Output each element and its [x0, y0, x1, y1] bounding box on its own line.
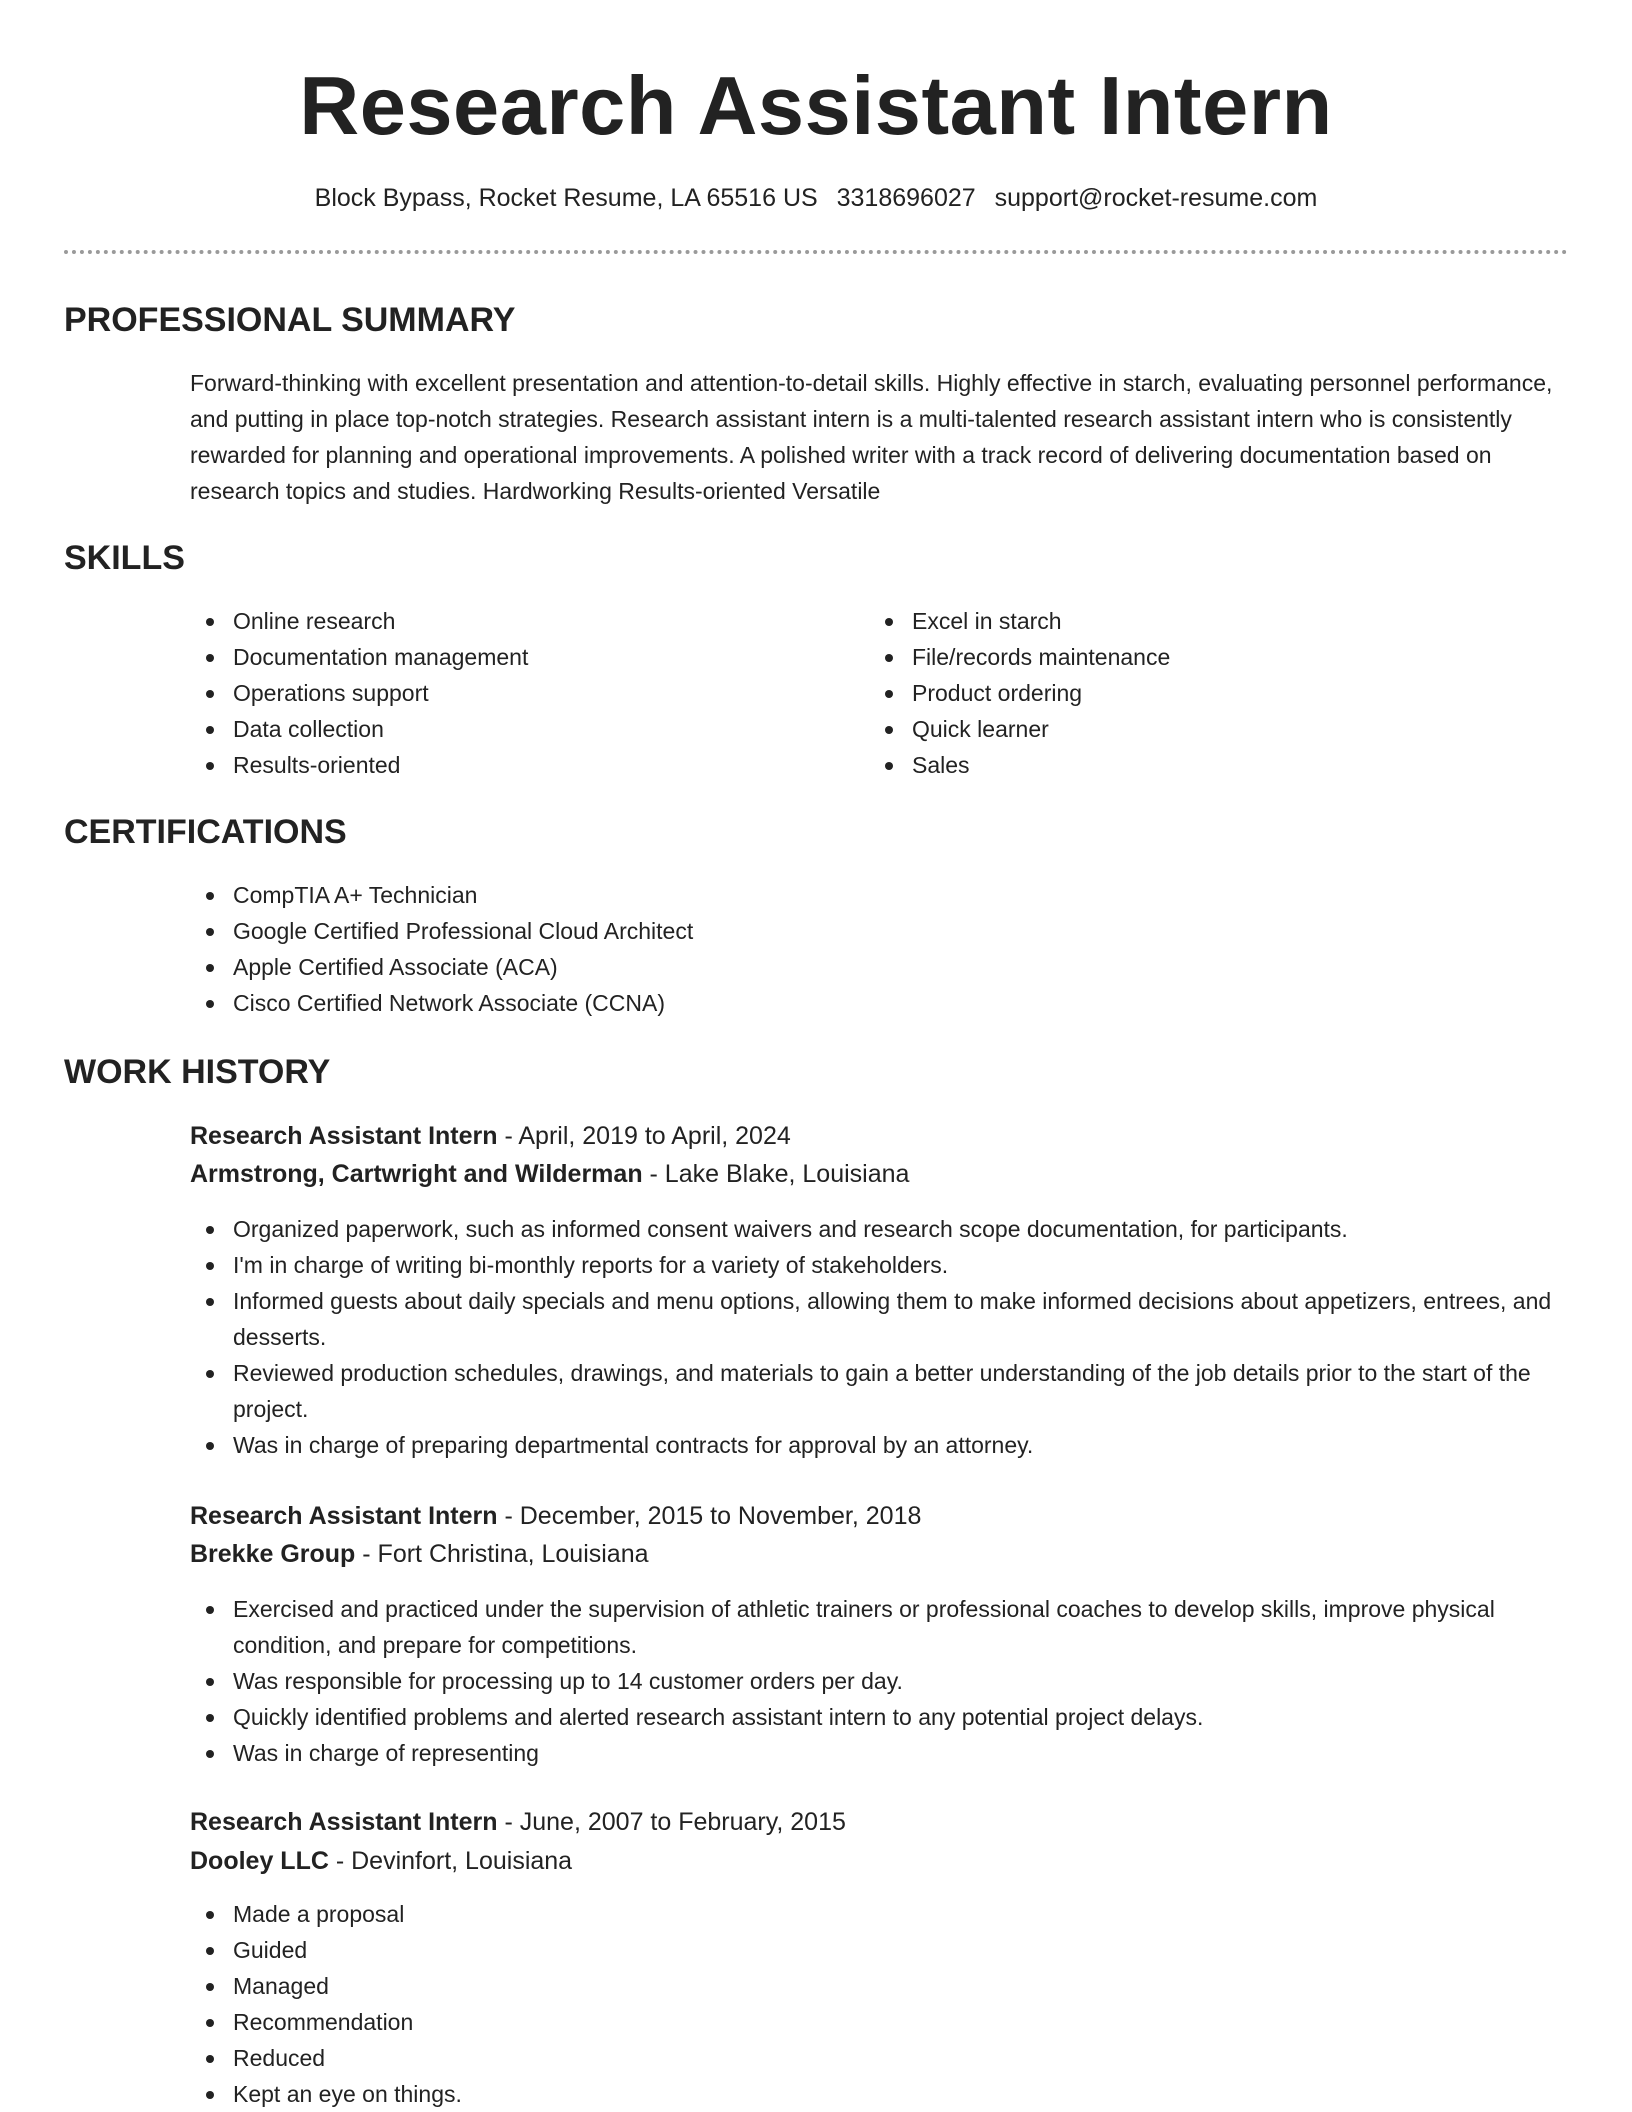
skill-item: Data collection [190, 711, 810, 747]
job-role: Research Assistant Intern [190, 1808, 498, 1836]
work-history-heading: WORK HISTORY [64, 1053, 331, 1091]
certifications-heading: CERTIFICATIONS [64, 813, 347, 851]
skill-item: Excel in starch [869, 603, 1489, 639]
job-role: Research Assistant Intern [190, 1502, 498, 1530]
summary-text: Forward-thinking with excellent presentation and attention-to-detail skills. Highly effective in starch, evaluating personnel performance, and putting in place top-notch strategies. Research assistant intern is a multi-talented research assistant intern who is consistently rewarded for planning and operational improvements. A polished writer with a track record of delivering documentation based on research topics and studies. Hardworking Results-oriented Versatile [190, 370, 1553, 504]
job-dates: - December, 2015 to November, 2018 [497, 1502, 922, 1530]
skills-heading: SKILLS [64, 539, 185, 577]
contact-email: support@rocket-resume.com [994, 184, 1318, 212]
job-duty: Made a proposal [190, 1896, 1570, 1932]
job-duty: Was responsible for processing up to 14 customer orders per day. [190, 1663, 1570, 1699]
contact-phone: 3318696027 [836, 184, 976, 212]
job-title-line [190, 1497, 1570, 1535]
skill-item: Operations support [190, 675, 810, 711]
contact-address: Block Bypass, Rocket Resume, LA 65516 US [314, 184, 818, 212]
contact-line [0, 182, 1632, 214]
skill-item: Results-oriented [190, 747, 810, 783]
job-title-line [190, 1117, 1570, 1155]
skill-item: Quick learner [869, 711, 1489, 747]
job-duty: Organized paperwork, such as informed consent waivers and research scope documentation, for participants. [190, 1211, 1570, 1247]
job-duty: I'm in charge of writing bi-monthly reports for a variety of stakeholders. [190, 1247, 1570, 1283]
certification-item: Cisco Certified Network Associate (CCNA) [190, 985, 1090, 1021]
job-company-line [190, 1535, 1570, 1573]
job-duty: Quickly identified problems and alerted research assistant intern to any potential project delays. [190, 1699, 1570, 1735]
job-duty: Reviewed production schedules, drawings, and materials to gain a better understanding of the job details prior to the start of the project. [190, 1355, 1570, 1427]
job-location: - Devinfort, Louisiana [328, 1847, 573, 1875]
job-duty: Exercised and practiced under the supervision of athletic trainers or professional coaches to develop skills, improve physical condition, and prepare for competitions. [190, 1591, 1570, 1663]
job-company-line [190, 1842, 1570, 1880]
job-role: Research Assistant Intern [190, 1122, 498, 1150]
skill-item: Sales [869, 747, 1489, 783]
certification-item: CompTIA A+ Technician [190, 877, 1090, 913]
skill-item: Product ordering [869, 675, 1489, 711]
certifications-list [190, 877, 1090, 1021]
job-duty: Recommendation [190, 2004, 1570, 2040]
job-duties-list [190, 1591, 1570, 1771]
candidate-name: Research Assistant Intern [299, 59, 1333, 152]
skill-item: Online research [190, 603, 810, 639]
skill-item: Documentation management [190, 639, 810, 675]
job-duty: Kept an eye on things. [190, 2076, 1570, 2112]
job-duties-list [190, 1896, 1570, 2112]
skill-item: File/records maintenance [869, 639, 1489, 675]
job-company-line [190, 1155, 1570, 1193]
job-dates: - April, 2019 to April, 2024 [497, 1122, 791, 1150]
job-company: Brekke Group [190, 1540, 356, 1568]
job-location: - Fort Christina, Louisiana [355, 1540, 649, 1568]
job-duty: Was in charge of preparing departmental contracts for approval by an attorney. [190, 1427, 1570, 1463]
job-duty: Guided [190, 1932, 1570, 1968]
job-title-line [190, 1803, 1570, 1841]
job-duty: Managed [190, 1968, 1570, 2004]
job-company: Armstrong, Cartwright and Wilderman [190, 1160, 643, 1188]
certification-item: Apple Certified Associate (ACA) [190, 949, 1090, 985]
skills-list-left [190, 603, 810, 783]
certification-item: Google Certified Professional Cloud Architect [190, 913, 1090, 949]
job-duty: Informed guests about daily specials and menu options, allowing them to make informed decisions about appetizers, entrees, and desserts. [190, 1283, 1570, 1355]
job-company: Dooley LLC [190, 1847, 329, 1875]
summary-heading: PROFESSIONAL SUMMARY [64, 301, 516, 339]
job-duty: Was in charge of representing [190, 1735, 1570, 1771]
job-dates: - June, 2007 to February, 2015 [497, 1808, 846, 1836]
job-duties-list [190, 1211, 1570, 1463]
skills-list-right [869, 603, 1489, 783]
header-divider [64, 250, 1568, 254]
job-duty: Reduced [190, 2040, 1570, 2076]
job-location: - Lake Blake, Louisiana [642, 1160, 910, 1188]
